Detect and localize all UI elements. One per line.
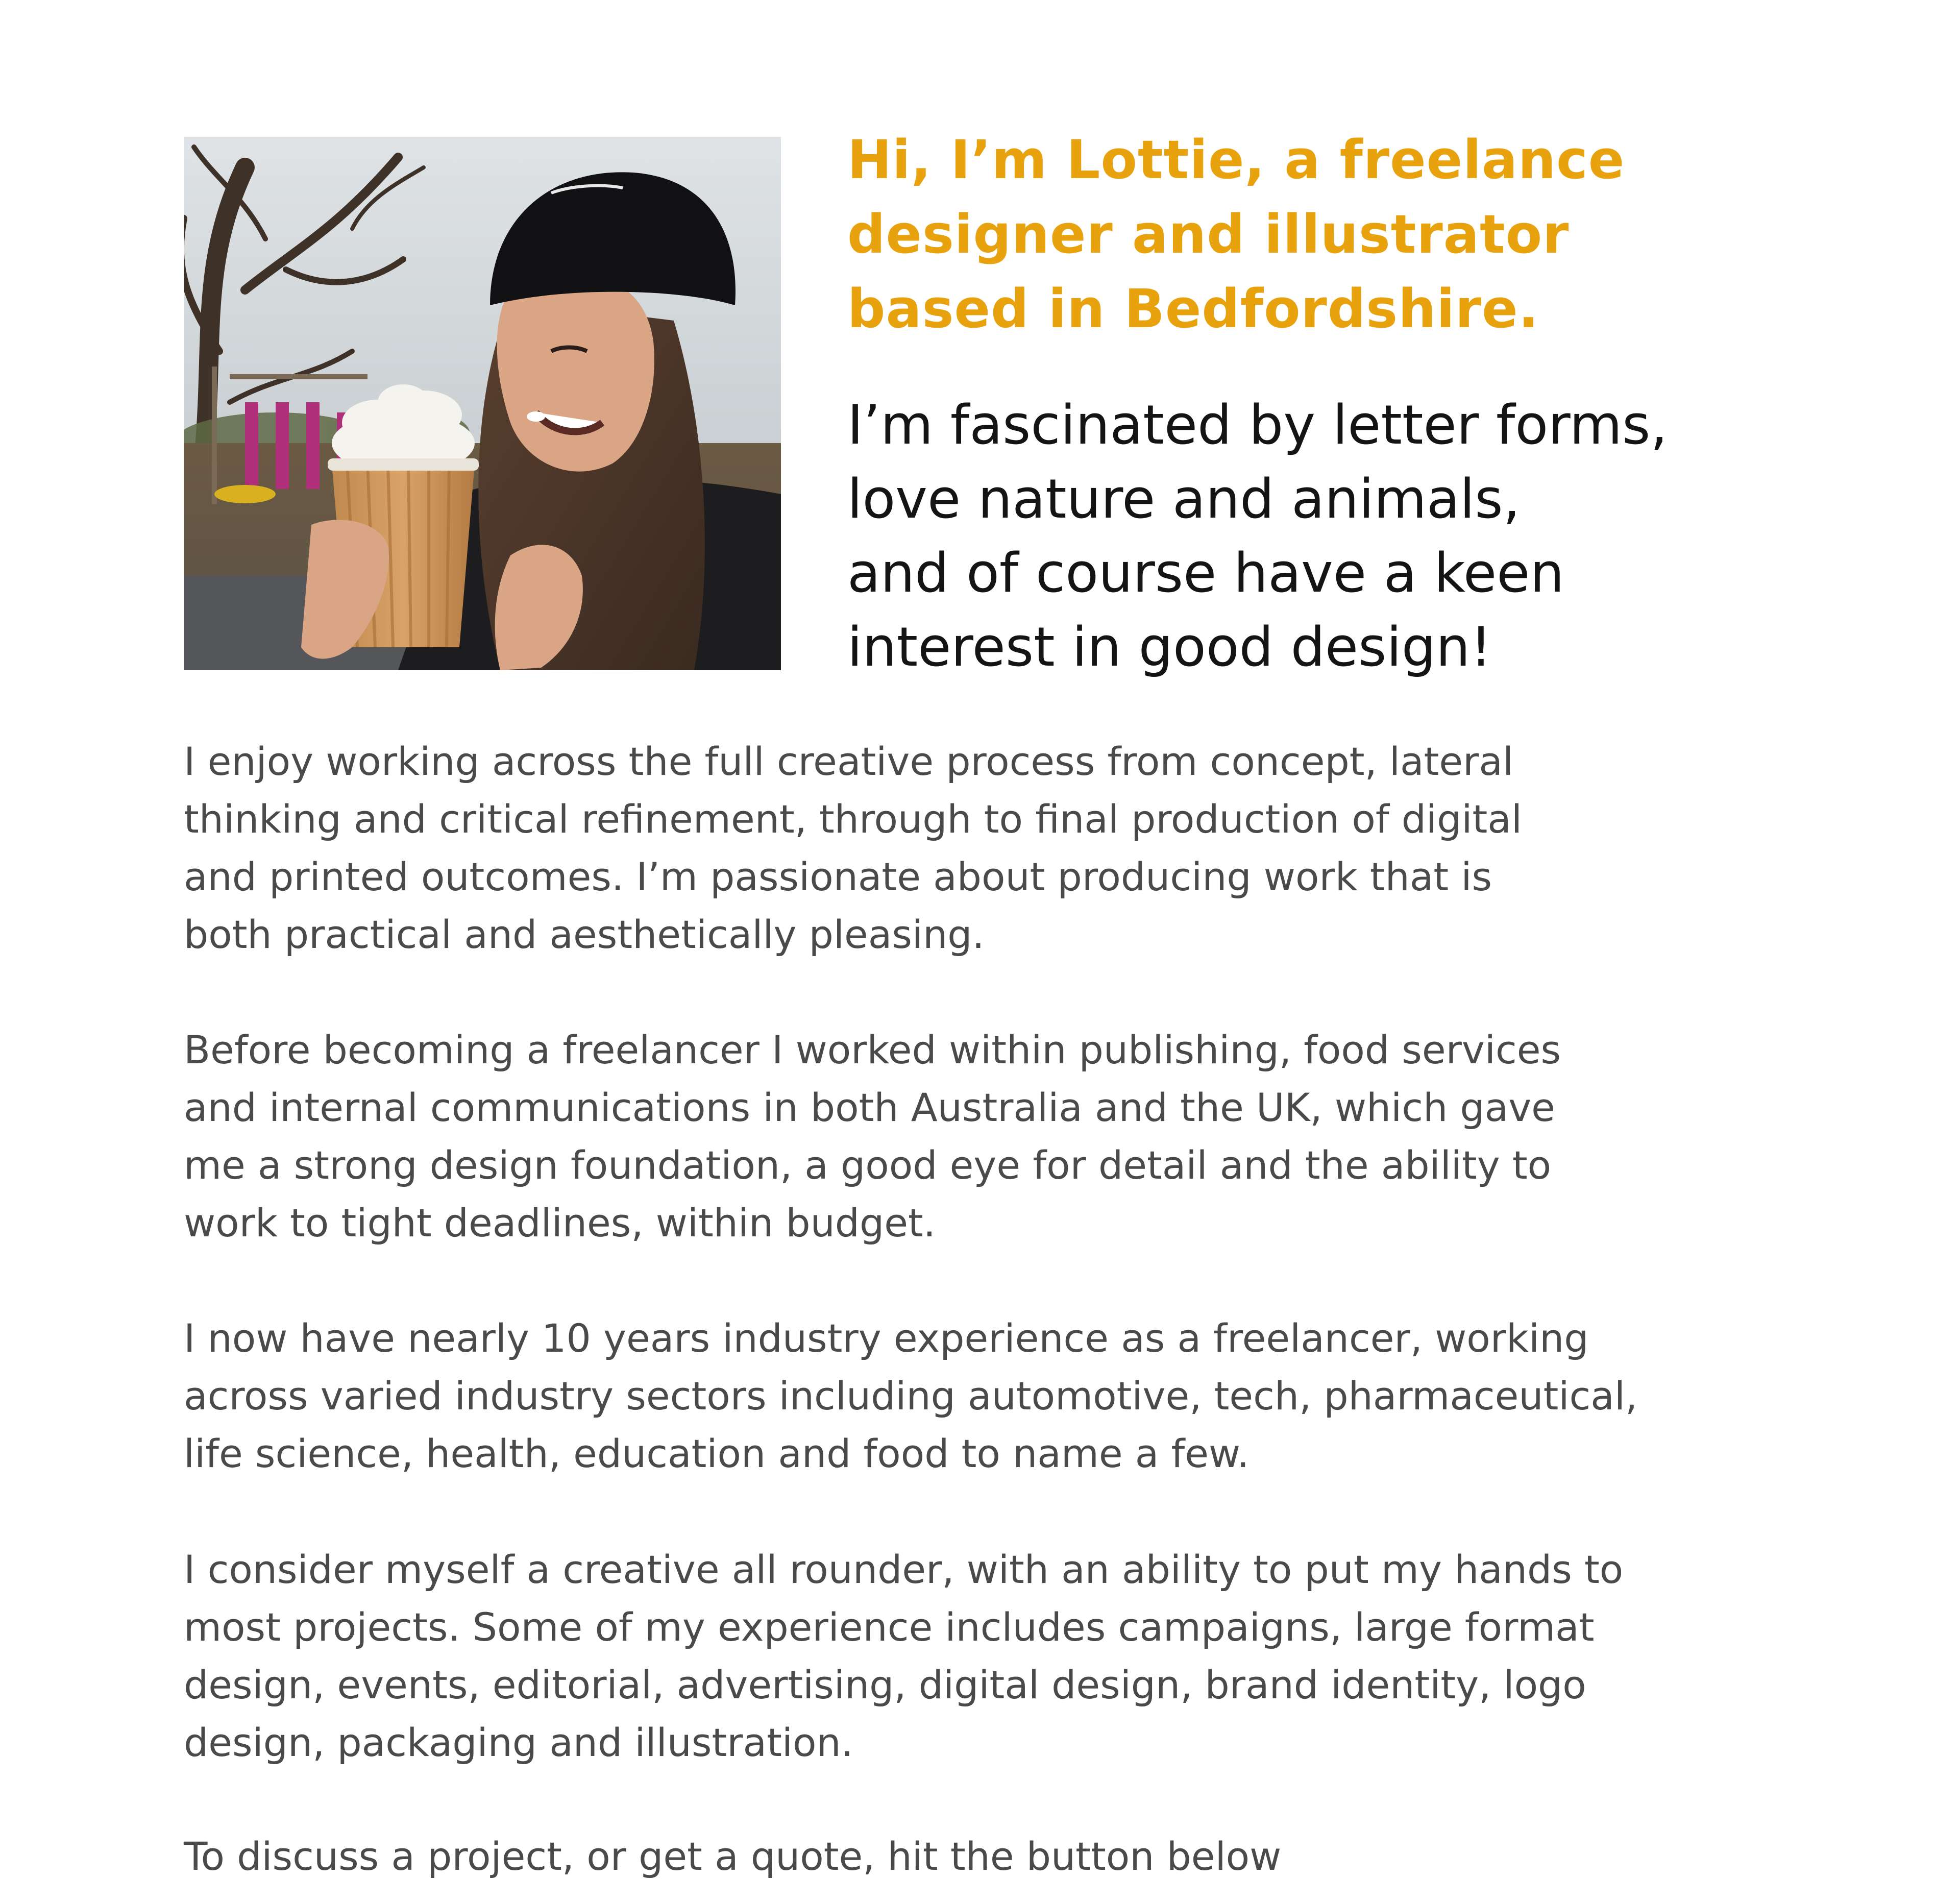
headline-line: based in Bedfordshire. bbox=[847, 278, 1539, 340]
paragraph-line: I consider myself a creative all rounder, with an ability to put my hands to bbox=[184, 1547, 1624, 1592]
paragraph-line: thinking and critical refinement, through to final production of digital bbox=[184, 796, 1522, 842]
paragraph-line: and printed outcomes. I’m passionate about producing work that is bbox=[184, 854, 1492, 899]
paragraph-line: me a strong design foundation, a good eye for detail and the ability to bbox=[184, 1142, 1552, 1188]
tagline-line: interest in good design! bbox=[847, 616, 1492, 678]
tagline-line: and of course have a keen bbox=[847, 542, 1564, 604]
paragraph-line: both practical and aesthetically pleasing. bbox=[184, 912, 985, 957]
tagline-line: I’m fascinated by letter forms, bbox=[847, 394, 1668, 456]
paragraph-line: life science, health, education and food to name a few. bbox=[184, 1431, 1250, 1476]
intro-headline bbox=[847, 123, 1868, 346]
paragraph-line: work to tight deadlines, within budget. bbox=[184, 1200, 936, 1246]
about-paragraph-process bbox=[184, 733, 1817, 963]
paragraph-line: most projects. Some of my experience includes campaigns, large format bbox=[184, 1604, 1595, 1650]
paragraph-line: across varied industry sectors including automotive, tech, pharmaceutical, bbox=[184, 1373, 1638, 1419]
about-paragraph-skills bbox=[184, 1541, 1817, 1771]
paragraph-line: I enjoy working across the full creative process from concept, lateral bbox=[184, 739, 1514, 784]
paragraph-line: design, events, editorial, advertising, digital design, brand identity, logo bbox=[184, 1662, 1586, 1707]
about-paragraph-experience bbox=[184, 1309, 1817, 1482]
profile-photo-image bbox=[184, 137, 781, 670]
paragraph-line: and internal communications in both Australia and the UK, which gave bbox=[184, 1085, 1555, 1130]
about-paragraph-cta bbox=[184, 1827, 1817, 1885]
paragraph-line: I now have nearly 10 years industry experience as a freelancer, working bbox=[184, 1315, 1589, 1361]
intro-tagline bbox=[847, 388, 1848, 684]
headline-line: designer and illustrator bbox=[847, 203, 1570, 265]
paragraph-line: To discuss a project, or get a quote, hit the button below bbox=[184, 1834, 1282, 1879]
headline-line: Hi, I’m Lottie, a freelance bbox=[847, 129, 1625, 191]
tagline-line: love nature and animals, bbox=[847, 468, 1521, 530]
about-paragraph-background bbox=[184, 1021, 1817, 1252]
paragraph-line: design, packaging and illustration. bbox=[184, 1720, 853, 1765]
paragraph-line: Before becoming a freelancer I worked within publishing, food services bbox=[184, 1027, 1561, 1072]
profile-photo bbox=[184, 137, 781, 670]
